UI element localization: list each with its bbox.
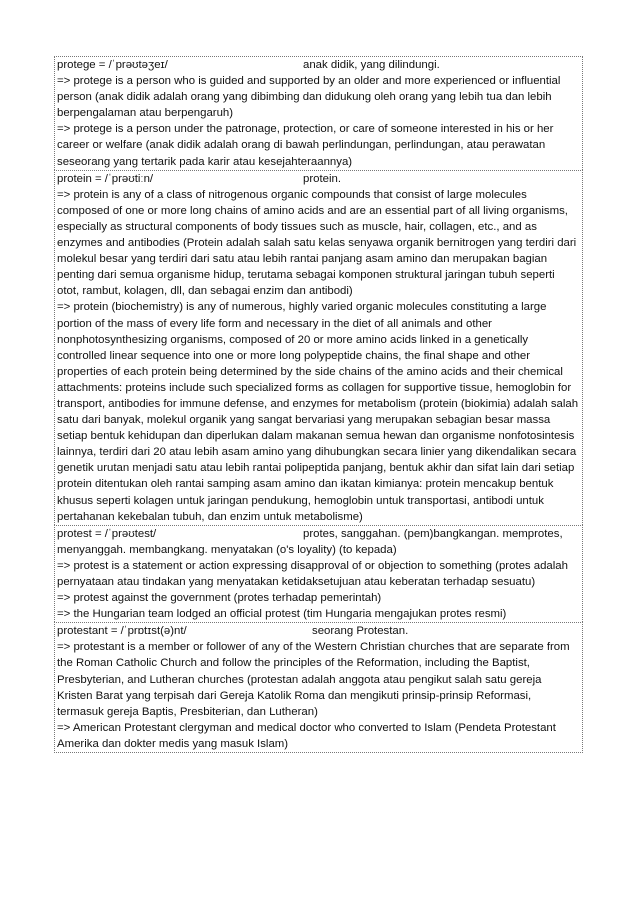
definition-line: => protein is any of a class of nitrogenous organic compounds that consist of large molecules composed of one or more long chains of amino acids and are an essential part of all living organisms, especially as structural components of body tissues such as muscle, hair, collagen, etc., and as enzymes and antibodies (Protein adalah salah satu kelas senyawa organik bernitrogen yang terdiri dari molekul besar yang terdiri dari satu atau lebih rantai panjang asam amino dan merupakan bagian penting dari semua organisme hidup, terutama sebagai komponen struktural jaringan tubuh seperti otot, rambut, kolagen, dll, dan sebagai enzim dan antibodi) bbox=[57, 188, 577, 298]
headword: protein = /ˈprəʊtiːn/ bbox=[57, 172, 154, 185]
entry-headword-line bbox=[57, 623, 580, 639]
definition-line: => American Protestant clergyman and medical doctor who converted to Islam (Pendeta Protestant Amerika dan dokter medis yang masuk Islam) bbox=[57, 721, 556, 750]
headword-meaning: protein. bbox=[303, 172, 341, 185]
definition-line: => protege is a person who is guided and supported by an older and more experienced or influential person (anak didik adalah orang yang dibimbing dan didukung oleh orang yang lebih tua dan lebih berpengalaman atau berpengaruh) bbox=[57, 75, 561, 120]
definition-line: => protege is a person under the patronage, protection, or care of someone interested in his or her career or welfare (anak didik adalah orang di bawah perlindungan, perlindungan, atau perawatan seseorang yang tertarik pada karir atau kesejahteraannya) bbox=[57, 123, 554, 168]
headword: protest = /ˈprəʊtest/ bbox=[57, 527, 157, 540]
entry-protestant bbox=[54, 622, 583, 753]
entry-protest bbox=[54, 525, 583, 623]
entry-headword-line bbox=[57, 171, 580, 187]
entry-headword-line bbox=[57, 57, 580, 73]
definition-line: => protestant is a member or follower of any of the Western Christian churches that are separate from the Roman Catholic Church and follow the principles of the Reformation, including the Baptist, Presbyterian, and Lutheran churches (protestan adalah anggota atau pengikut salah satu gereja Kristen Barat yang terpisah dari Gereja Katolik Roma dan mengikuti prinsip-prinsip Reformasi, termasuk gereja Baptis, Presbiterian, dan Lutheran) bbox=[57, 641, 570, 718]
definition-line: => protest is a statement or action expressing disapproval of or objection to something (protes adalah pernyataan atau tindakan yang menyatakan ketidaksetujuan atau keberatan terhadap sesuatu) bbox=[57, 559, 568, 588]
headword-meaning: protes, sanggahan. (pem)bangkangan. memprotes, menyanggah. membangkang. menyatakan (o's loyality) (to kepada) bbox=[57, 527, 563, 556]
headword: protestant = /ˈprɒtɪst(ə)nt/ bbox=[57, 625, 187, 638]
entry-protein bbox=[54, 170, 583, 525]
headword-meaning: seorang Protestan. bbox=[312, 625, 409, 638]
entry-protege bbox=[54, 56, 583, 170]
dictionary-page bbox=[54, 56, 583, 753]
definition-line: => protein (biochemistry) is any of numerous, highly varied organic molecules constituting a large portion of the mass of every life form and necessary in the diet of all animals and other nonphotosynthesizing organisms, composed of 20 or more amino acids linked in a genetically controlled linear sequence into one or more long polypeptide chains, the final shape and other properties of each protein being determined by the side chains of the amino acids and their chemical attachments: proteins include such specialized forms as collagen for supportive tissue, hemoglobin for transport, antibodies for immune defense, and enzymes for metabolism (protein (biokimia) adalah salah satu dari banyak, molekul organik yang sangat bervariasi yang merupakan sebagian besar massa setiap bentuk kehidupan dan diperlukan dalam makanan semua hewan dan organisme nonfotosintesis lainnya, terdiri dari 20 atau lebih asam amino yang dihubungkan secara linier yang dikendalikan secara genetik urutan menjadi satu atau lebih rantai polipeptida panjang, bentuk akhir dan sifat lain dari setiap protein ditentukan oleh rantai samping asam amino dan ikatan kimianya: protein mencakup bentuk khusus seperti kolagen untuk jaringan pendukung, hemoglobin untuk transportasi, antibodi untuk pertahanan kekebalan tubuh, dan enzim untuk metabolisme) bbox=[57, 301, 579, 523]
headword: protege = /ˈprəʊtəʒeɪ/ bbox=[57, 59, 168, 71]
definition-line: => the Hungarian team lodged an official protest (tim Hungaria mengajukan protes resmi) bbox=[57, 608, 507, 621]
entry-headword-line bbox=[57, 526, 580, 558]
definition-line: => protest against the government (protes terhadap pemerintah) bbox=[57, 592, 382, 605]
headword-meaning: anak didik, yang dilindungi. bbox=[303, 59, 440, 71]
